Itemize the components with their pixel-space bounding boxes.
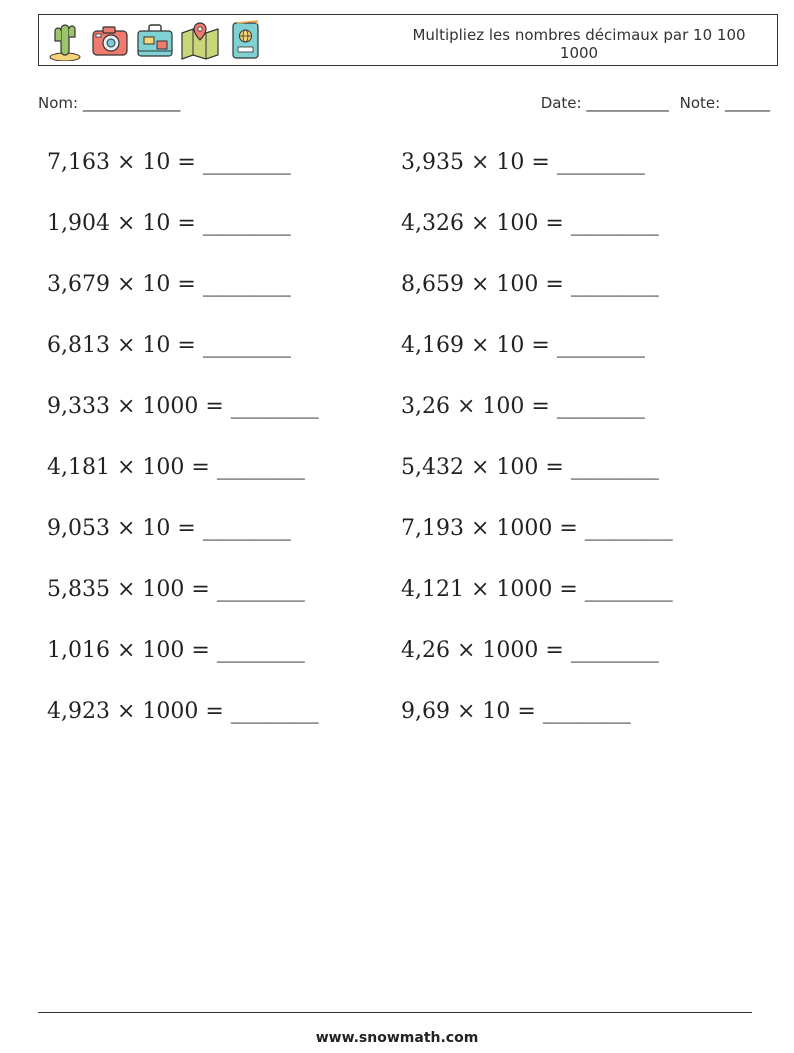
problem-item: 3,679 × 10 = ________ xyxy=(47,272,291,297)
problem-item: 6,813 × 10 = ________ xyxy=(47,333,291,358)
problem-item: 5,432 × 100 = ________ xyxy=(401,455,659,480)
problem-item: 1,016 × 100 = ________ xyxy=(47,638,305,663)
passport-icon xyxy=(225,19,265,61)
problem-item: 3,26 × 100 = ________ xyxy=(401,394,645,419)
note-field: Note: ______ xyxy=(679,94,770,112)
cactus-icon xyxy=(45,19,85,61)
worksheet-header xyxy=(38,14,778,66)
problem-item: 4,923 × 1000 = ________ xyxy=(47,699,319,724)
date-field: Date: ___________ xyxy=(540,94,669,112)
date-note-fields xyxy=(535,94,770,112)
camera-icon xyxy=(90,19,130,61)
problem-item: 5,835 × 100 = ________ xyxy=(47,577,305,602)
problem-item: 4,181 × 100 = ________ xyxy=(47,455,305,480)
header-icons xyxy=(45,19,265,61)
problem-item: 3,935 × 10 = ________ xyxy=(401,150,645,175)
problem-item: 9,69 × 10 = ________ xyxy=(401,699,631,724)
problem-item: 7,193 × 1000 = ________ xyxy=(401,516,673,541)
problem-item: 4,121 × 1000 = ________ xyxy=(401,577,673,602)
suitcase-icon xyxy=(135,19,175,61)
name-field: Nom: _____________ xyxy=(38,94,181,112)
problem-item: 9,053 × 10 = ________ xyxy=(47,516,291,541)
worksheet-title: Multipliez les nombres décimaux par 10 100 1000 xyxy=(412,26,746,62)
problem-item: 1,904 × 10 = ________ xyxy=(47,211,291,236)
problem-item: 4,326 × 100 = ________ xyxy=(401,211,659,236)
problem-item: 4,169 × 10 = ________ xyxy=(401,333,645,358)
problem-item: 7,163 × 10 = ________ xyxy=(47,150,291,175)
map-icon xyxy=(180,19,220,61)
problem-item: 8,659 × 100 = ________ xyxy=(401,272,659,297)
problem-item: 9,333 × 1000 = ________ xyxy=(47,394,319,419)
footer-url: www.snowmath.com xyxy=(315,1030,479,1046)
footer-divider xyxy=(38,1012,752,1013)
problem-item: 4,26 × 1000 = ________ xyxy=(401,638,659,663)
